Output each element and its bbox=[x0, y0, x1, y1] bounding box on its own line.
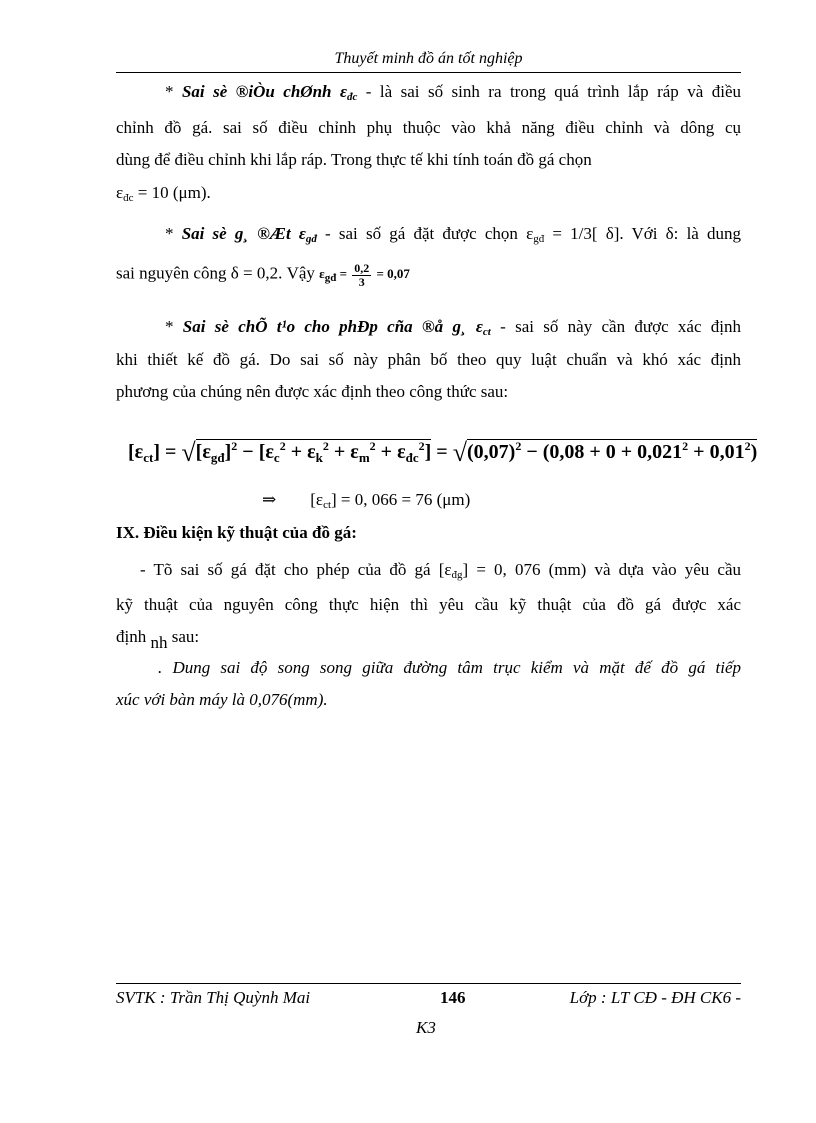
footer-rule bbox=[116, 983, 741, 984]
para3-line3: phương của chúng nên được xác định theo công thức sau: bbox=[116, 382, 509, 401]
inline-fraction-formula: $\varepsilon_{gđ}$ = $\frac{0,2}{3}$ = 0,07 bbox=[319, 261, 410, 289]
para3-symbol: $\varepsilon_{ct}$ bbox=[475, 317, 491, 338]
para1-line1: * Sai sè ®iÒu chØnh $\varepsilon_{đc}$ - là sai số sinh ra trong quá trình lắp ráp và điều bbox=[165, 82, 741, 103]
footer-class: Lớp : LT CĐ - ĐH CK6 - bbox=[569, 988, 741, 1007]
para4-line3: định nh sau: bbox=[116, 627, 200, 652]
para1-symbol: $\varepsilon_{đc}$ bbox=[339, 82, 358, 103]
para5-line2: xúc với bàn máy là 0,076(mm). bbox=[116, 690, 328, 709]
page-header: Thuyết minh đồ án tốt nghiệp bbox=[334, 50, 523, 67]
implies-icon: ⇒ bbox=[262, 490, 277, 509]
para3-label: Sai sè chÕ t¹o cho phÐp cña ®å g¸ bbox=[182, 317, 467, 336]
error-formula: $[\varepsilon_{ct}] = √[\varepsilon_{gđ}]^2 - [\varepsilon_c^2 + \varepsilon_k^2 + \varepsilon_m^2 + \varepsilon_{đc}^2] = √(0,07)^2 - (0,08 + 0 + 0,021^2 + 0,01^2)$ bbox=[128, 438, 758, 467]
para1-label: Sai sè ®iÒu chØnh bbox=[181, 82, 332, 101]
para2-label: Sai sè g¸ ®Æt bbox=[181, 224, 291, 243]
sqrt-left: $√[\varepsilon_{gđ}]^2 - [\varepsilon_c^2 + \varepsilon_k^2 + \varepsilon_m^2 + \varepsilon_{đc}^2]$ bbox=[181, 438, 432, 467]
footer-class-cont: K3 bbox=[416, 1018, 436, 1037]
para2-line2: sai nguyên công δ = 0,2. Vậy $\varepsilon_{gđ}$ = $\frac{0,2}{3}$ = 0,07 bbox=[116, 261, 410, 289]
para4-line2: kỹ thuật của nguyên công thực hiện thì yêu cầu kỹ thuật của đồ gá được xác bbox=[116, 595, 741, 614]
para2-line1: * Sai sè g¸ ®Æt $\varepsilon_{gđ}$ - sai số gá đặt được chọn $\varepsilon_{gđ} = 1/3$[ δ]. Với δ: là dung bbox=[165, 224, 742, 245]
para5-line1: . Dung sai độ song song giữa đường tâm trục kiểm và mặt đế đồ gá tiếp bbox=[158, 658, 741, 677]
para3-line2: khi thiết kế đồ gá. Do sai số này phân bố theo quy luật chuẩn và khó xác định bbox=[116, 350, 741, 369]
para3-line1: * Sai sè chÕ t¹o cho phÐp cña ®å g¸ $\varepsilon_{ct}$ - sai số này cần được xác định bbox=[165, 317, 742, 338]
para1-line2: chỉnh đồ gá. sai số điều chỉnh phụ thuộc vào khả năng điều chỉnh và dông cụ bbox=[116, 118, 741, 137]
footer-author: SVTK : Trần Thị Quỳnh Mai bbox=[116, 988, 311, 1007]
sqrt-right: $√(0,07)^2 - (0,08 + 0 + 0,021^2 + 0,01^2)$ bbox=[452, 438, 758, 467]
result-line: ⇒ $[\varepsilon_{ct}] = 0$, 066 = 76 (μm) bbox=[262, 490, 471, 511]
para2-symbol: $\varepsilon_{gđ}$ bbox=[298, 224, 317, 245]
para1-line3: dùng để điều chỉnh khi lắp ráp. Trong thực tế khi tính toán đồ gá chọn bbox=[116, 150, 592, 169]
header-rule bbox=[116, 72, 741, 73]
para1-line4: $\varepsilon_{đc} = 10$ (μm). bbox=[116, 183, 211, 204]
page-number: 146 bbox=[440, 988, 466, 1007]
fraction: $\frac{0,2}{3}$ bbox=[354, 261, 370, 289]
para4-line1: - Tõ sai số gá đặt cho phép của đồ gá $[\varepsilon_{đg}] = 0$, 076 (mm) và dựa vào yêu cầu bbox=[140, 560, 741, 581]
section-heading: IX. Điều kiện kỹ thuật của đồ gá: bbox=[116, 523, 357, 542]
